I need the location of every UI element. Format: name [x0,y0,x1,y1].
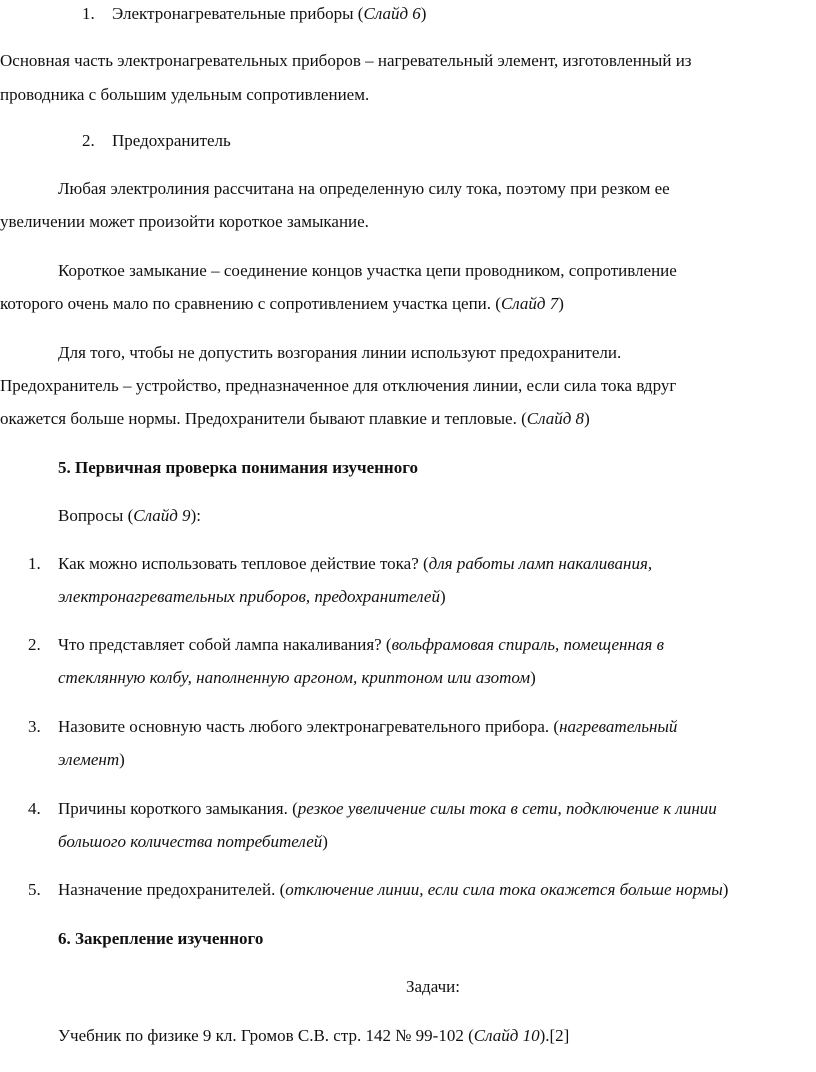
answer-text: для работы ламп накаливания, [428,554,653,573]
answer-text: большого количества потребителей [58,832,323,851]
question-continuation: электронагревательных приборов, предохранителей) [58,587,446,606]
list-number: 1. [82,4,95,23]
paragraph-line: Основная часть электронагревательных приборов – нагревательный элемент, изготовленный из [0,51,692,70]
question-continuation: стеклянную колбу, наполненную аргоном, криптоном или азотом) [58,668,536,687]
answer-text: элемент [58,750,120,769]
slide-reference: Слайд 8 [526,409,585,428]
list-number: 4. [28,799,41,818]
tasks-title: Задачи: [406,977,460,996]
question-item: 5. Назначение предохранителей. (отключение линии, если сила тока окажется больше нормы) [28,880,729,899]
paragraph-line: которого очень мало по сравнению с сопротивлением участка цепи. (Слайд 7) [0,294,564,313]
paragraph-line: Предохранитель – устройство, предназначенное для отключения линии, если сила тока вдруг [0,376,677,395]
paragraph-line: Любая электролиния рассчитана на определенную силу тока, поэтому при резком ее [58,179,670,198]
answer-text: нагревательный [559,717,678,736]
answer-text: стеклянную колбу, наполненную аргоном, криптоном или азотом [58,668,531,687]
paragraph-line: Для того, чтобы не допустить возгорания линии используют предохранители. [58,343,622,362]
list-number: 3. [28,717,41,736]
item-title: Предохранитель [112,131,231,150]
list-number: 5. [28,880,41,899]
answer-text: электронагревательных приборов, предохранителей [58,587,440,606]
slide-reference: Слайд 6 [363,4,421,23]
question-item: 1. Как можно использовать тепловое действие тока? (для работы ламп накаливания, [28,554,653,573]
section-heading-5: 5. Первичная проверка понимания изученного [58,458,418,477]
answer-text: отключение линии, если сила тока окажется больше нормы [285,880,723,899]
question-item: 4. Причины короткого замыкания. (резкое увеличение силы тока в сети, подключение к линии [28,799,717,818]
list-number: 2. [28,635,41,654]
question-item: 3. Назовите основную часть любого электронагревательного прибора. (нагревательный [28,717,678,736]
answer-text: резкое увеличение силы тока в сети, подключение к линии [297,799,717,818]
slide-reference: Слайд 9 [133,506,191,525]
slide-reference: Слайд 7 [500,294,559,313]
paragraph-line: Короткое замыкание – соединение концов участка цепи проводником, сопротивление [58,261,677,280]
question-item: 2. Что представляет собой лампа накаливания? (вольфрамовая спираль, помещенная в [28,635,664,654]
answer-text: вольфрамовая спираль, помещенная в [391,635,664,654]
paragraph-line: увеличении может произойти короткое замыкание. [0,212,369,231]
list-number: 1. [28,554,41,573]
questions-intro: Вопросы (Слайд 9): [58,506,201,525]
list-item-1-heading: 1. Электронагревательные приборы (Слайд 6) [82,4,427,23]
question-continuation: большого количества потребителей) [58,832,328,851]
list-number: 2. [82,131,95,150]
paragraph-line: окажется больше нормы. Предохранители бывают плавкие и тепловые. (Слайд 8) [0,409,590,428]
question-continuation: элемент) [58,750,125,769]
item-title: Электронагревательные приборы ( [112,4,364,23]
paragraph-line: проводника с большим удельным сопротивлением. [0,85,370,104]
slide-reference: Слайд 10 [473,1026,540,1045]
section-heading-6: 6. Закрепление изученного [58,929,264,948]
textbook-reference: Учебник по физике 9 кл. Громов С.В. стр. 142 № 99-102 (Слайд 10).[2] [58,1026,570,1045]
list-item-2-heading [82,130,231,152]
